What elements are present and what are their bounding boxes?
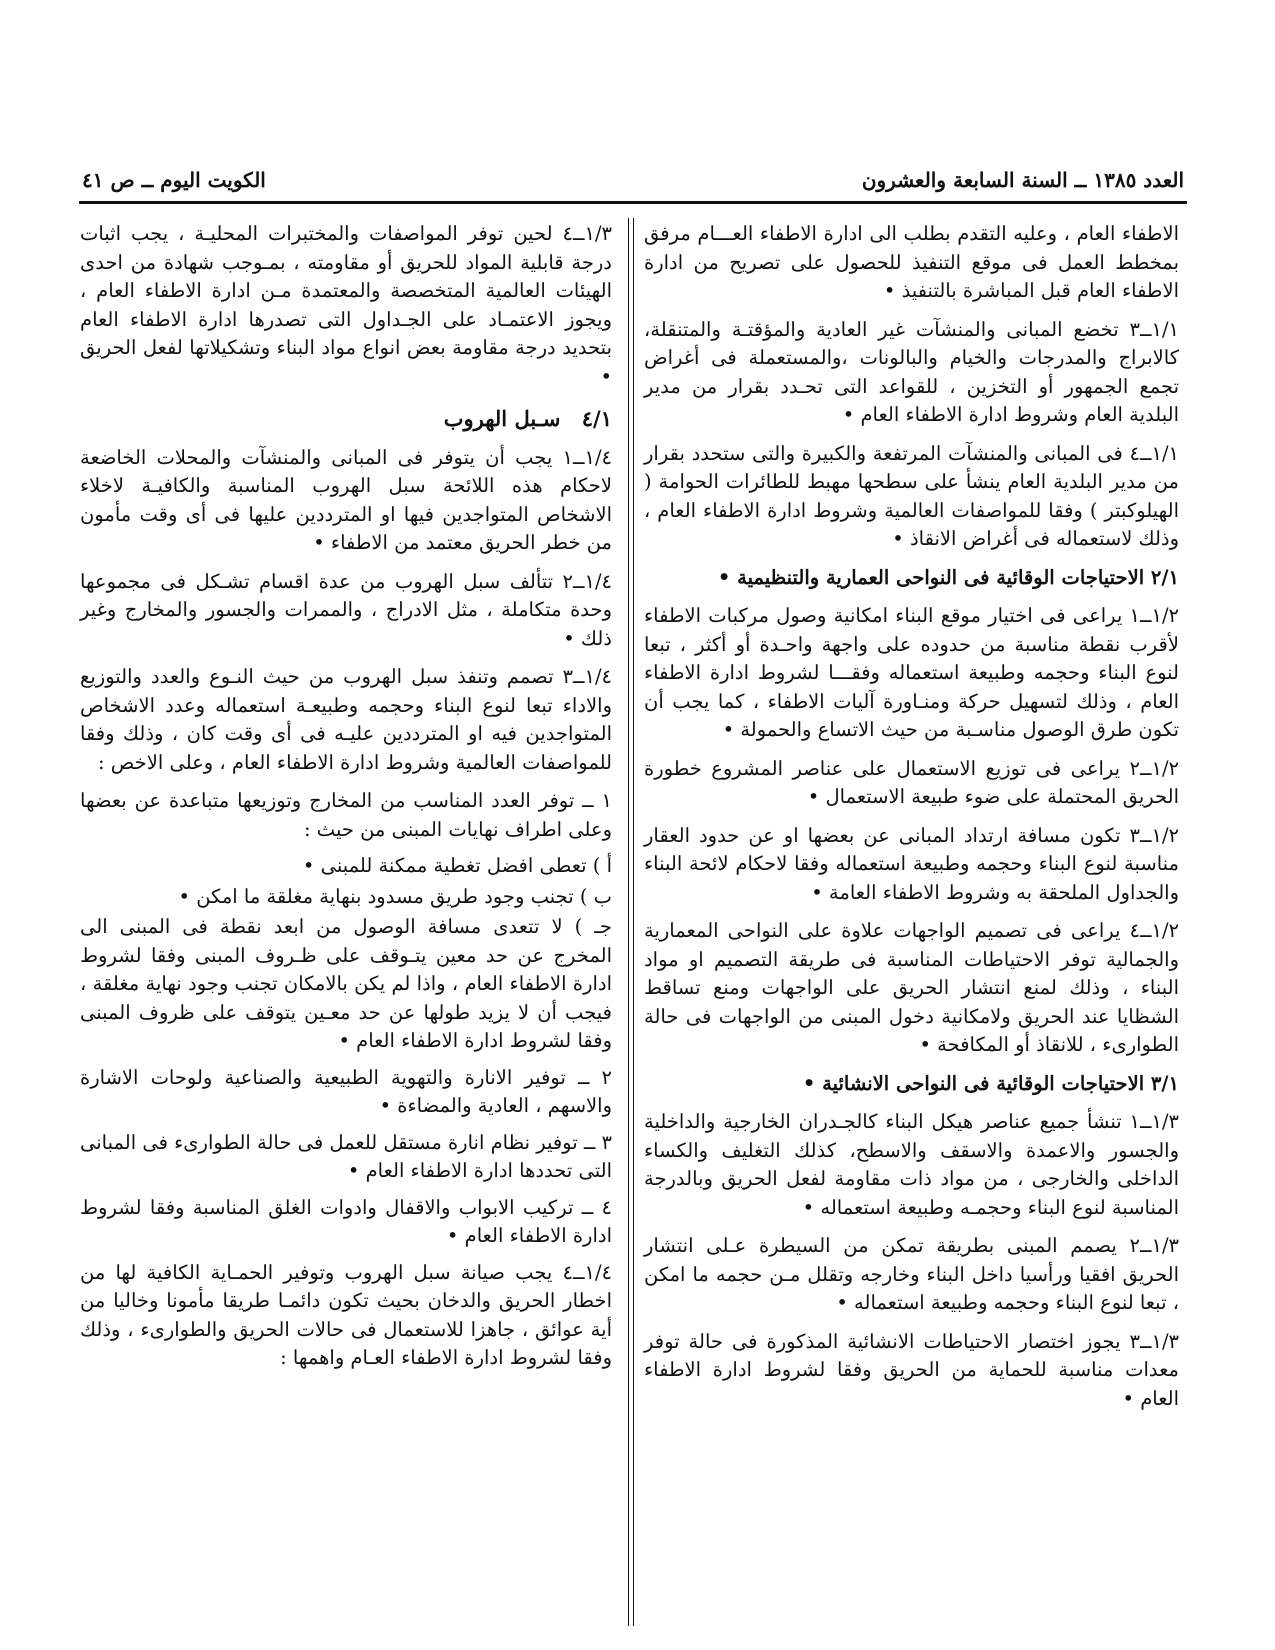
page-info: الكويت اليوم ــ ص ٤١ (82, 168, 266, 192)
sub-list-item: ب ) تجنب وجود طريق مسدود بنهاية مغلقة ما امكن • (178, 884, 612, 908)
paragraph: ١/٣ــ٣ يجوز اختصار الاحتياطات الانشائية المذكورة فى حالة توفر معدات مناسبة للحماية من الحريق وفقا لشروط ادارة الاطفاء العام • (644, 1329, 1179, 1410)
list-item: ٤ ــ تركيب الابواب والاقفال وادوات الغلق المناسبة وفقا لشروط ادارة الاطفاء العام • (80, 1195, 612, 1247)
paragraph: ١/٢ــ١ يراعى فى اختيار موقع البناء امكانية وصول مركبات الاطفاء لأقرب نقطة مناسبة من حدوده على واجهة واحـدة أو أكثر ، تبعا لنوع البناء وحجمه وطبيعة استعماله وفقـــا لشروط ادارة الاطفاء العام ، وذلك لتسهيل حركة ومنـاورة آليات الاطفاء ، كما يجب أن تكون طرق الوصول مناسـبة من حيث الاتساع والحمولة • (644, 604, 1179, 741)
paragraph: الاطفاء العام ، وعليه التقدم بطلب الى ادارة الاطفاء العـــام مرفق بمخطط العمل فى موقع التنفيذ للحصول على تصريح من ادارة الاطفاء العام قبل المباشرة بالتنفيذ • (644, 222, 1179, 302)
paragraph: ١/٢ــ٢ يراعى فى توزيع الاستعمال على عناصر المشروع خطورة الحريق المحتملة على ضوء طبيعة الاستعمال • (644, 756, 1179, 808)
paragraph: ١/٤ــ٣ تصمم وتنفذ سبل الهروب من حيث النـوع والعدد والتوزيع والاداء تبعا لنوع البناء وحجمه وطبيعـة استعماله وعدد الاشخاص المتواجدين فيه او المترددين عليـه فى أى وقت كان ، وذلك وفقا للمواصفات العالمية وشروط ادارة الاطفاء العام ، وعلى الاخص : (80, 665, 612, 774)
paragraph: ١/٣ــ١ تنشأ جميع عناصر هيكل البناء كالجـدران الخارجية والداخلية والجسور والاعمدة والاسقف والاسطح، كذلك التغليف والكساء الداخلى والخارجى ، من مواد ذات مقاومة لفعل الحريق وبالدرجة المناسبة لنوع البناء وحجمـه وطبيعة استعماله • (644, 1110, 1179, 1219)
sub-list-item: أ ) تعطى افضل تغطية ممكنة للمبنى • (302, 854, 612, 877)
paragraph: ١/٣ــ٤ لحين توفر المواصفات والمختبرات المحليـة ، يجب اثبات درجة قابلية المواد للحريق أو مقاومته ، بمـوجب شهادة من احدى الهيئات العالمية المتخصصة والمعتمدة مـن ادارة الاطفاء العام ، ويجوز الاعتمـاد على الجـداول التى تصدرها ادارة الاطفاء العام بتحديد درجة مقاومة بعض انواع مواد البناء وتشكيلاتها لفعل الحريق • (80, 222, 612, 388)
right-column (644, 220, 1179, 1423)
column-divider (633, 218, 634, 1626)
list-item: ١ ــ توفر العدد المناسب من المخارج وتوزيعها متباعدة عن بعضها وعلى اطراف نهايات المبنى من حيث : (80, 789, 612, 841)
column-divider (628, 218, 629, 1626)
section-heading: ٣/١ الاحتياجات الوقائية فى النواحى الانشائية • (802, 1071, 1179, 1095)
section-heading: ٢/١ الاحتياجات الوقائية فى النواحى العمارية والتنظيمية • (717, 565, 1179, 589)
paragraph: ١/٤ــ٢ تتألف سبل الهروب من عدة اقسام تشـكل فى مجموعها وحدة متكاملة ، مثل الادراج ، والممرات والجسور والمخارج وغير ذلك • (80, 569, 612, 650)
list-item: ٢ ــ توفير الانارة والتهوية الطبيعية والصناعية ولوحات الاشارة والاسهم ، العادية والمضاءة • (80, 1065, 612, 1117)
section-title: سـبل الهروب (443, 406, 561, 431)
paragraph: ١/١ــ٣ تخضع المبانى والمنشآت غير العادية والمؤقتـة والمتنقلة، كالابراج والمدرجات والخيام والبالونات ،والمستعملة فى أغراض تجمع الجمهور أو التخزين ، للقواعد التى تحـدد بقرار من مدير البلدية العام وشروط ادارة الاطفاء العام • (644, 317, 1179, 426)
section-heading (80, 405, 612, 434)
paragraph: ١/٣ــ٢ يصمم المبنى بطريقة تمكن من السيطرة عـلى انتشار الحريق افقيا ورأسيا داخل البناء وخارجه وتقلل مـن حجمه ما امكن ، تبعا لنوع البناء وحجمه وطبيعة استعماله • (644, 1234, 1179, 1314)
page-header (82, 168, 1184, 198)
left-column (80, 220, 612, 1383)
paragraph: ١/٢ــ٤ يراعى فى تصميم الواجهات علاوة على النواحى المعمارية والجمالية توفر الاحتياطات المناسبة فى طريقة التصميم او مواد البناء ، وذلك لمنع انتشار الحريق على الواجهات ومنع تساقط الشظايا عند الحريق ولامكانية دخول المبنى من الواجهات فى حالة الطوارىء ، للانقاذ أو المكافحة • (644, 919, 1179, 1056)
paragraph: ١/٤ــ١ يجب أن يتوفر فى المبانى والمنشآت والمحلات الخاضعة لاحكام هذه اللائحة سبل الهروب المناسبة والكافيـة لاخلاء الاشخاص المتواجدين فيها او المترددين عليها فى أى وقت مأمون من خطر الحريق معتمد من الاطفاء • (80, 445, 612, 554)
paragraph: ١/٤ــ٤ يجب صيانة سبل الهروب وتوفير الحمـاية الكافية لها من اخطار الحريق والدخان بحيث تكون دائمـا طريقا مأمونا وخاليا من أية عوائق ، جاهزا للاستعمال فى حالات الحريق والطوارىء ، وذلك وفقا لشروط ادارة الاطفاء العـام واهمها : (80, 1260, 612, 1369)
issue-info: العدد ١٣٨٥ ــ السنة السابعة والعشرون (861, 168, 1184, 192)
paragraph: ١/٢ــ٣ تكون مسافة ارتداد المبانى عن بعضها او عن حدود العقار مناسبة لنوع البناء وحجمه وطبيعة استعماله وفقا لاحكام لائحة البناء والجداول الملحقة به وشروط الاطفاء العامة • (644, 823, 1179, 904)
paragraph: ١/١ــ٤ فى المبانى والمنشآت المرتفعة والكبيرة والتى ستحدد بقرار من مدير البلدية العام ينشأ على سطحها مهبط للطائرات الحوامة ( الهيلوكبتر ) وفقا للمواصفات العالمية وشروط ادارة الاطفاء العام ، وذلك لاستعماله فى أغراض الانقاذ • (644, 441, 1179, 550)
section-number: ٤/١ (581, 406, 612, 431)
sub-list-item: جـ ) لا تتعدى مسافة الوصول من ابعد نقطة فى المبنى الى المخرج عن حد معين يتـوقف على ظـروف المبنى وفقا لشروط ادارة الاطفاء العام ، واذا لم يكن بالامكان تجنب وجود نهاية مغلقة ، فيجب أن لا يزيد طولها عن حد معـين يتوقف على ظروف المبنى وفقا لشروط ادارة الاطفاء العام • (80, 915, 612, 1052)
header-rule (79, 201, 1187, 204)
list-item: ٣ ــ توفير نظام انارة مستقل للعمل فى حالة الطوارىء فى المبانى التى تحددها ادارة الاطفاء العام • (80, 1130, 612, 1182)
